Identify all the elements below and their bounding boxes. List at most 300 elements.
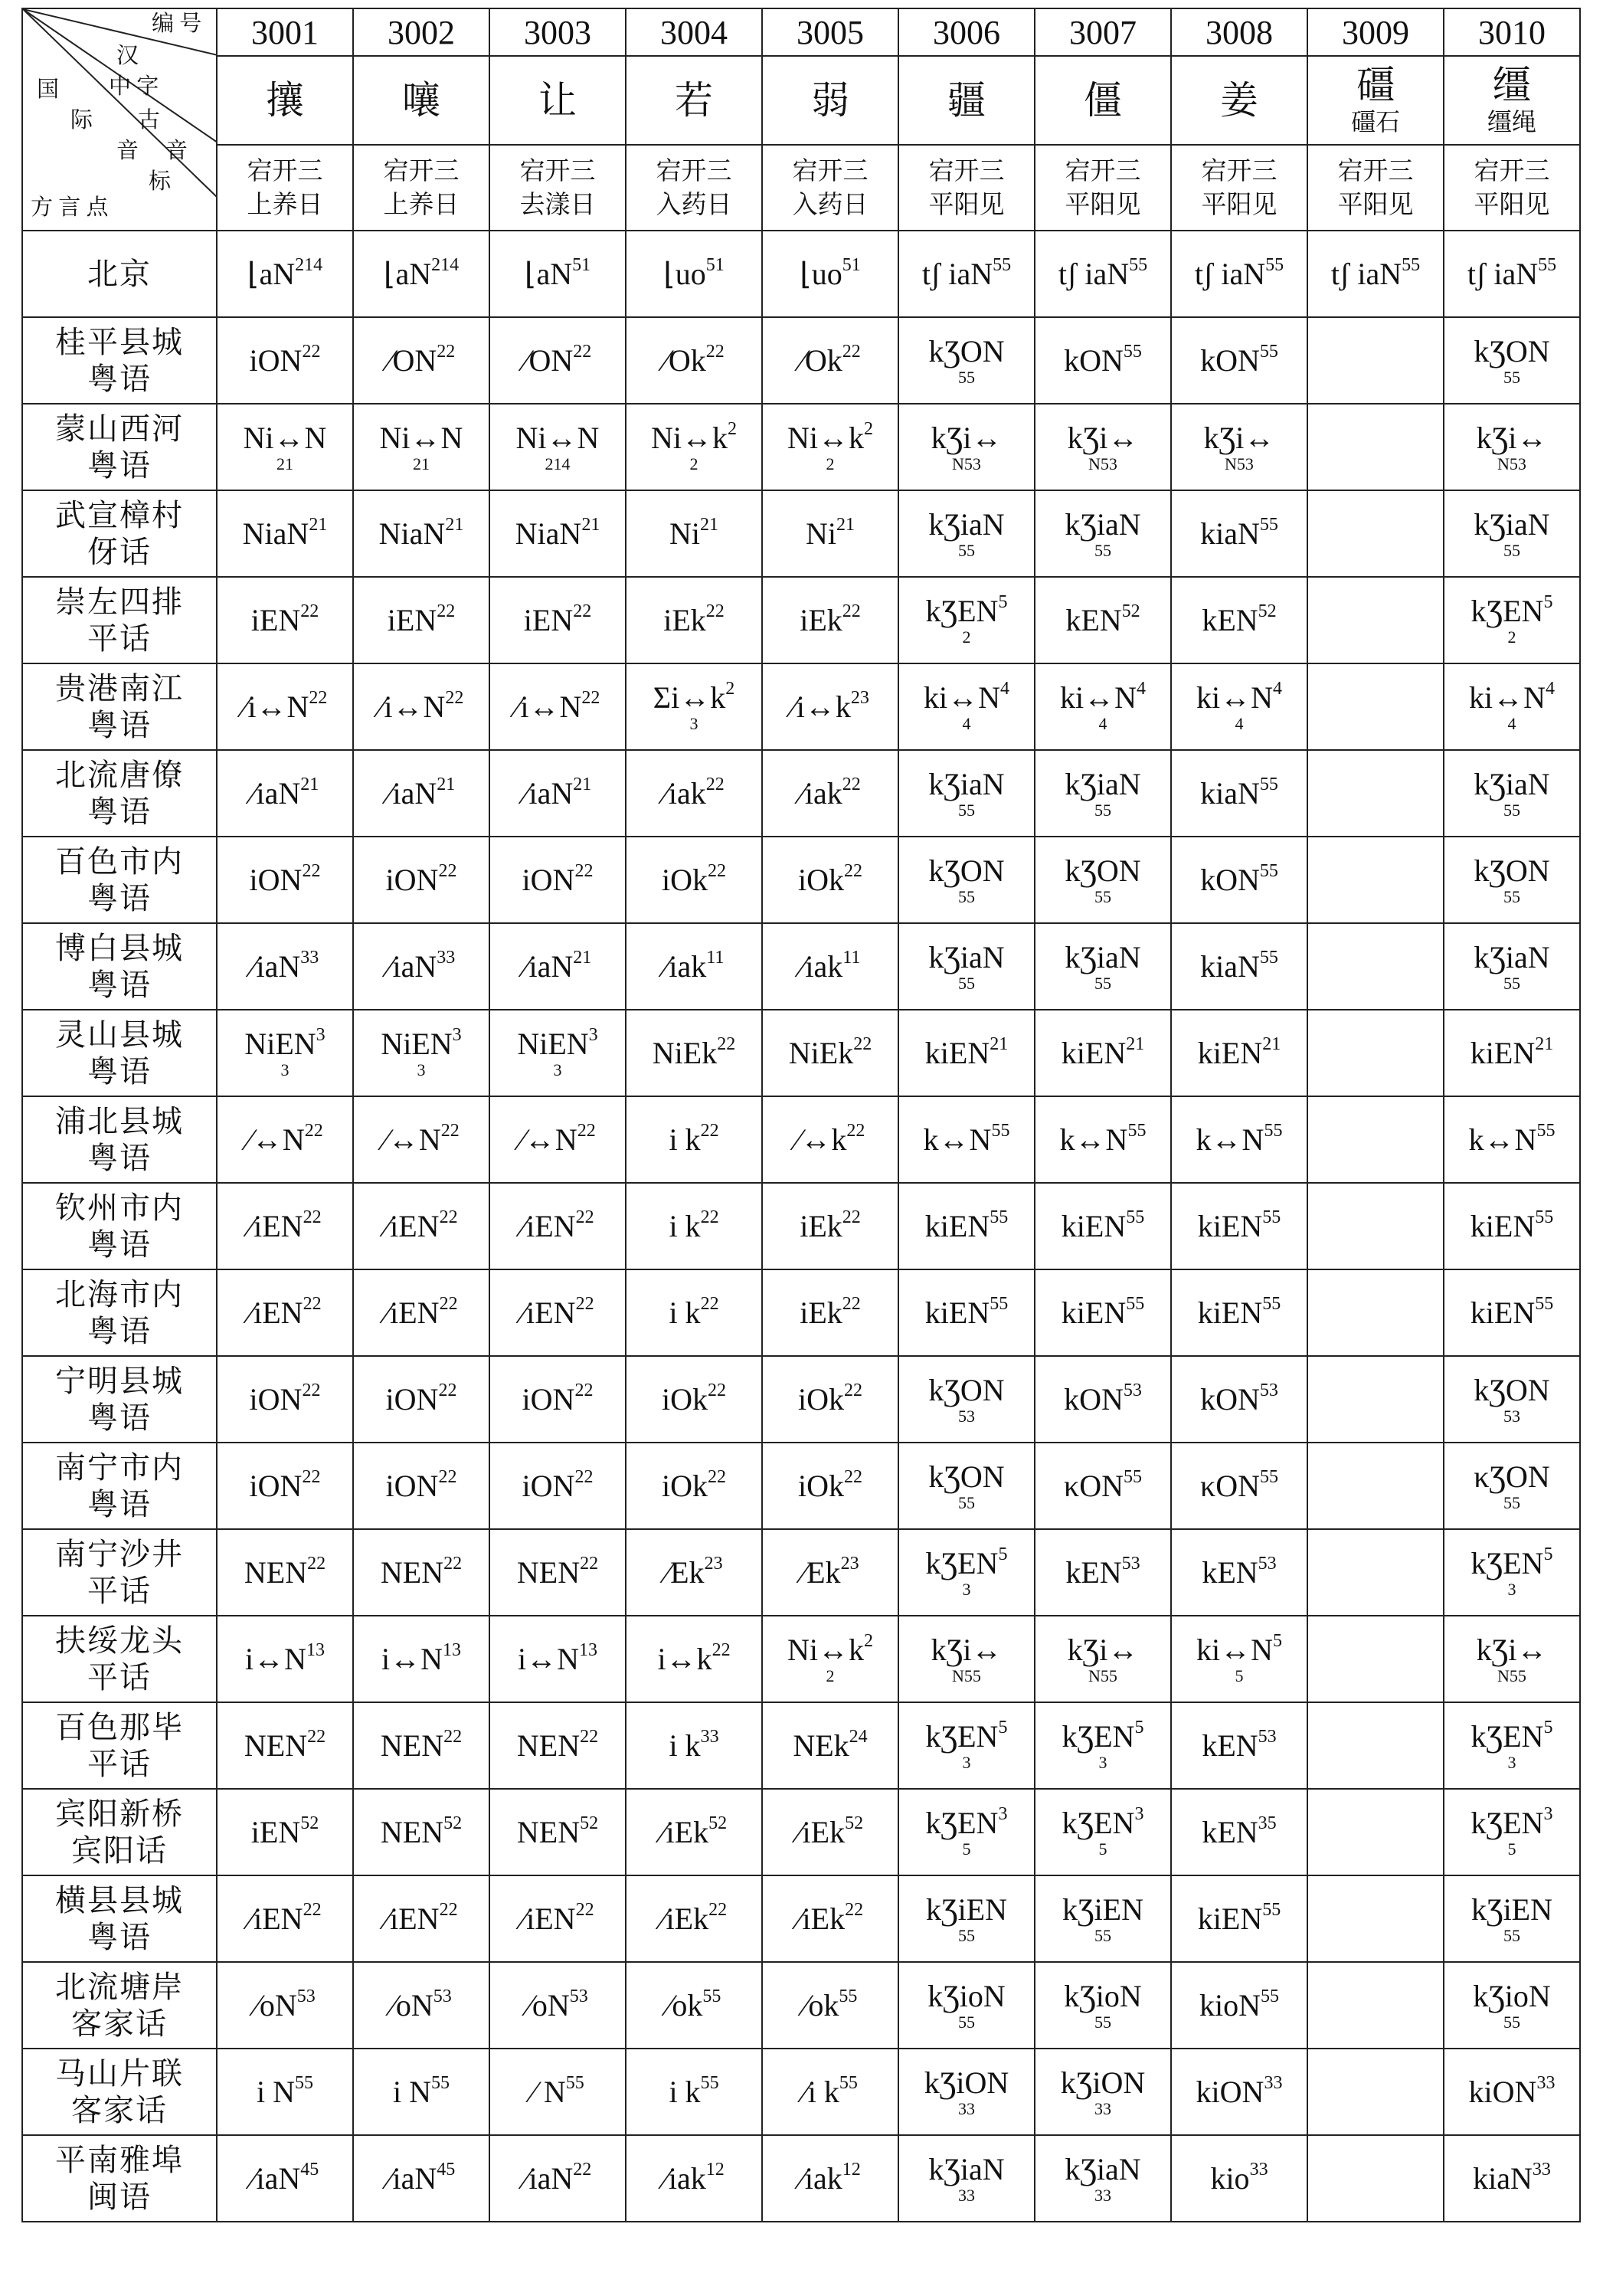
dialect-place-name: 宾阳新桥: [55, 1796, 184, 1832]
tone-superscript: 53: [1121, 1553, 1140, 1574]
ipa-base: ⁄Ok: [800, 342, 842, 378]
ipa-base: ⁄i↔N: [378, 689, 446, 724]
ipa-transcription: [1202, 601, 1277, 637]
ipa-base: ⁄iEk: [660, 1901, 709, 1936]
pronunciation-cell: [1171, 663, 1307, 750]
column-character: 疆: [947, 78, 986, 123]
ipa-base: kiaN: [1200, 516, 1260, 551]
ipa-base: iON: [385, 862, 439, 897]
ipa-transcription: [249, 341, 321, 378]
ipa-base: kƷiEN: [1062, 1891, 1143, 1927]
tone-wrap-line: 55: [1094, 973, 1111, 993]
pronunciation-cell: [1035, 404, 1171, 490]
pronunciation-cell: [626, 1702, 762, 1789]
ipa-base: Ni↔N: [243, 420, 327, 455]
ipa-transcription: [1062, 1893, 1143, 1927]
pronunciation-cell: [217, 1096, 353, 1183]
ipa-base: ⌊aN: [383, 256, 432, 291]
ipa-transcription: [250, 774, 319, 811]
corner-label-ji: 际: [70, 108, 93, 133]
tone-superscript: 22: [300, 601, 319, 621]
ipa-base: ⁄iaN: [250, 775, 301, 811]
ipa-transcription: [653, 678, 735, 715]
tone-wrap-line: 5: [1507, 1839, 1516, 1859]
dialect-row: [22, 490, 1580, 577]
pronunciation-cell: [353, 663, 489, 750]
tone-wrap-line: 2: [689, 454, 698, 473]
pronunciation-cell: [898, 1443, 1035, 1529]
ipa-transcription: [254, 1986, 316, 2023]
ipa-base: NiEN: [244, 1026, 316, 1061]
header-row-middle-chinese: [22, 145, 1580, 231]
tone-wrap-line: 21: [413, 454, 430, 473]
pronunciation-cell: [353, 1010, 489, 1096]
ipa-base: kEN: [1202, 1814, 1258, 1849]
ipa-transcription: [665, 1553, 723, 1590]
ipa-base: ⁄iak: [800, 775, 842, 811]
pronunciation-cell: [353, 1875, 489, 1962]
ipa-base: ⁄ok: [666, 1987, 703, 2023]
tone-superscript: 5: [998, 591, 1008, 612]
ipa-base: NEN: [380, 1554, 444, 1590]
pronunciation-cell: [1307, 663, 1444, 750]
ipa-transcription: [531, 2072, 584, 2109]
pronunciation-cell: [353, 1269, 489, 1356]
pronunciation-cell: [626, 1269, 762, 1356]
ipa-transcription: [387, 947, 456, 984]
ipa-base: NiEN: [381, 1026, 453, 1061]
ipa-transcription: [925, 1544, 1008, 1580]
pronunciation-cell: [1307, 1443, 1444, 1529]
tone-superscript: 22: [844, 1380, 862, 1400]
column-character: 让: [538, 78, 577, 123]
ipa-base: iON: [249, 1468, 303, 1503]
pronunciation-cell: [1171, 231, 1307, 317]
ipa-transcription: [1059, 1120, 1147, 1157]
pronunciation-cell: [1171, 2135, 1307, 2222]
ipa-transcription: [663, 601, 725, 637]
pronunciation-cell: [626, 1443, 762, 1529]
ipa-transcription: [1202, 1813, 1277, 1849]
tone-wrap-line: 55: [958, 367, 975, 387]
ipa-base: iON: [522, 1468, 575, 1503]
ipa-base: ⁄oN: [527, 1987, 570, 2023]
tone-superscript: 22: [307, 1553, 326, 1574]
tone-superscript: 33: [1264, 2072, 1283, 2093]
pronunciation-cell: [217, 1702, 353, 1789]
ipa-transcription: [384, 1207, 458, 1243]
ipa-base: kiEN: [1470, 1208, 1536, 1243]
tone-wrap-line: 2: [1507, 627, 1516, 647]
dialect-row: [22, 231, 1580, 317]
ipa-transcription: [666, 1986, 721, 2023]
pronunciation-cell: [489, 1443, 626, 1529]
ipa-base: kON: [1064, 1381, 1124, 1417]
pronunciation-cell: [1307, 1183, 1444, 1269]
ipa-transcription: [519, 1120, 596, 1157]
pronunciation-cell: [898, 1010, 1035, 1096]
ipa-transcription: [806, 514, 855, 551]
tone-superscript: 22: [708, 860, 726, 881]
tone-superscript: 22: [845, 1899, 864, 1920]
tone-wrap-line: 21: [276, 454, 293, 473]
tone-superscript: 22: [708, 1380, 726, 1400]
ipa-transcription: [1471, 591, 1553, 628]
ipa-base: kƷi↔: [1067, 1632, 1139, 1667]
ipa-transcription: [1065, 601, 1140, 637]
ipa-base: κƷON: [1474, 1459, 1550, 1494]
pronunciation-cell: [217, 1356, 353, 1443]
ipa-transcription: [515, 514, 600, 551]
tone-superscript: 13: [443, 1639, 461, 1660]
column-number: 3005: [762, 8, 898, 56]
tone-wrap-line: 53: [958, 1406, 975, 1426]
middle-chinese-category: 宕开三: [1474, 156, 1550, 185]
pronunciation-cell: [217, 1183, 353, 1269]
tone-superscript: 53: [1123, 1380, 1142, 1400]
ipa-transcription: [247, 1120, 323, 1157]
ipa-transcription: [1474, 854, 1549, 888]
column-number: 3001: [217, 8, 353, 56]
ipa-base: kƷON: [928, 853, 1005, 888]
pronunciation-cell: [489, 750, 626, 837]
ipa-base: tʃ iaN: [1330, 256, 1402, 291]
ipa-transcription: [800, 774, 861, 811]
pronunciation-cell: [626, 490, 762, 577]
ipa-base: Ni: [806, 516, 836, 551]
column-character-cell: [1444, 56, 1580, 145]
ipa-transcription: [391, 1986, 452, 2023]
tone-wrap-line: 53: [1503, 1406, 1520, 1426]
ipa-transcription: [803, 2072, 858, 2109]
dialect-place-name: 扶绥龙头: [55, 1623, 184, 1659]
ipa-transcription: [384, 1293, 458, 1330]
ipa-base: ⁄i↔N: [242, 689, 309, 724]
tone-superscript: 22: [438, 1466, 457, 1487]
ipa-base: ⁄iaN: [250, 948, 301, 984]
pronunciation-cell: [1444, 1096, 1580, 1183]
ipa-transcription: [1474, 1374, 1549, 1407]
ipa-transcription: [1474, 1460, 1550, 1494]
tone-superscript: 55: [1123, 341, 1142, 362]
ipa-transcription: [1064, 341, 1142, 378]
ipa-base: ⁄iak: [663, 775, 706, 811]
pronunciation-cell: [1171, 317, 1307, 404]
tone-wrap-line: 55: [1503, 367, 1520, 387]
pronunciation-cell: [217, 663, 353, 750]
ipa-base: kƷiON: [1060, 2065, 1146, 2100]
dialect-place-cell: [22, 1183, 217, 1269]
ipa-transcription: [1064, 1466, 1142, 1503]
ipa-transcription: [669, 1120, 719, 1157]
tone-superscript: 22: [303, 1293, 322, 1314]
tone-superscript: 55: [990, 1293, 1009, 1314]
ipa-transcription: [1199, 1986, 1279, 2023]
dialect-variety-name: 粤语: [87, 880, 152, 916]
pronunciation-cell: [626, 1616, 762, 1702]
ipa-base: Ni: [669, 516, 700, 551]
ipa-base: kiEN: [1197, 1208, 1263, 1243]
dialect-variety-name: 宾阳话: [71, 1833, 168, 1869]
ipa-transcription: [523, 341, 592, 378]
pronunciation-cell: [217, 837, 353, 923]
pronunciation-cell: [353, 1183, 489, 1269]
ipa-base: kiaN: [1200, 775, 1260, 811]
pronunciation-cell: [1307, 1962, 1444, 2049]
tone-superscript: 22: [581, 687, 600, 708]
pronunciation-cell: [1035, 2135, 1171, 2222]
tone-superscript: 23: [840, 1553, 859, 1574]
tone-superscript: 2: [725, 678, 735, 699]
ipa-base: ⌊uo: [800, 256, 842, 291]
pronunciation-cell: [1307, 1789, 1444, 1875]
column-number: 3002: [353, 8, 489, 56]
tone-superscript: 22: [302, 341, 321, 362]
ipa-base: k↔N: [1196, 1122, 1264, 1157]
dialect-place-name: 百色市内: [55, 843, 184, 879]
ipa-transcription: [925, 1803, 1008, 1840]
dialect-place-cell: [22, 750, 217, 837]
tone-wrap-line: 4: [1507, 713, 1516, 733]
tone-superscript: 55: [1259, 514, 1278, 535]
tone-superscript: 35: [1258, 1813, 1277, 1833]
ipa-base: kƷiaN: [1065, 2151, 1141, 2186]
ipa-transcription: [925, 591, 1008, 628]
ipa-transcription: [249, 860, 321, 897]
ipa-base: Ni↔N: [379, 420, 463, 455]
column-number: 3004: [626, 8, 762, 56]
ipa-base: i k: [669, 1728, 701, 1763]
pronunciation-cell: [898, 1096, 1035, 1183]
ipa-transcription: [1197, 1033, 1281, 1070]
ipa-transcription: [1471, 1893, 1552, 1927]
ipa-base: ⁄ON: [387, 342, 437, 378]
tone-superscript: 3: [452, 1024, 462, 1045]
pronunciation-cell: [626, 1789, 762, 1875]
ipa-transcription: [1062, 1717, 1144, 1754]
column-number: 3003: [489, 8, 626, 56]
pronunciation-cell: [626, 2049, 762, 2135]
dialect-place-cell: [22, 317, 217, 404]
pronunciation-cell: [217, 1269, 353, 1356]
tone-superscript: 12: [705, 2159, 725, 2180]
ipa-transcription: [1468, 1120, 1556, 1157]
pronunciation-cell: [1444, 490, 1580, 577]
tone-superscript: 22: [302, 860, 321, 881]
tone-superscript: 21: [573, 947, 592, 968]
ipa-transcription: [380, 1553, 463, 1590]
pronunciation-cell: [762, 1875, 898, 1962]
ipa-base: kƷON: [1474, 333, 1550, 368]
tone-superscript: 22: [302, 1466, 321, 1487]
ipa-base: kƷiaN: [928, 506, 1005, 542]
ipa-transcription: [516, 1813, 599, 1849]
ipa-base: ⁄ N: [531, 2074, 566, 2109]
pronunciation-cell: [217, 577, 353, 663]
ipa-base: kEN: [1065, 602, 1122, 637]
tone-superscript: 52: [708, 1813, 728, 1833]
pronunciation-cell: [1307, 1269, 1444, 1356]
ipa-transcription: [1202, 1553, 1277, 1590]
ipa-transcription: [1061, 1293, 1145, 1330]
tone-wrap-line: N55: [1088, 1666, 1117, 1685]
ipa-transcription: [1061, 2066, 1145, 2100]
pronunciation-cell: [1307, 2049, 1444, 2135]
ipa-transcription: [247, 254, 323, 291]
ipa-transcription: [242, 687, 328, 724]
tone-superscript: 22: [705, 341, 725, 362]
ipa-transcription: [1200, 1380, 1278, 1417]
tone-wrap-line: 33: [1094, 2098, 1111, 2118]
ipa-transcription: [248, 1293, 322, 1330]
pronunciation-cell: [1307, 577, 1444, 663]
pronunciation-cell: [489, 1010, 626, 1096]
tone-wrap-line: 33: [958, 2185, 975, 2205]
tone-superscript: 11: [706, 947, 725, 968]
tone-wrap-line: 4: [962, 713, 971, 733]
header-corner-cell: [22, 8, 217, 231]
dialect-row: [22, 1616, 1580, 1702]
ipa-transcription: [669, 1726, 719, 1763]
ipa-base: iOk: [798, 862, 844, 897]
ipa-transcription: [669, 1207, 719, 1243]
dialect-row: [22, 1183, 1580, 1269]
pronunciation-cell: [1171, 1875, 1307, 1962]
dialect-place-cell: [22, 1269, 217, 1356]
ipa-base: ⁄iEk: [797, 1901, 846, 1936]
tone-superscript: 55: [1259, 947, 1278, 968]
pronunciation-cell: [1444, 663, 1580, 750]
ipa-base: kiON: [1468, 2074, 1537, 2109]
dialect-place-name: 贵港南江: [55, 670, 184, 706]
pronunciation-cell: [626, 1096, 762, 1183]
tone-superscript: 22: [717, 1033, 736, 1054]
tone-superscript: 21: [836, 514, 855, 535]
tone-superscript: 22: [577, 1120, 596, 1141]
pronunciation-cell: [898, 750, 1035, 837]
tone-wrap-line: 55: [1503, 800, 1520, 820]
tone-wrap-line: 214: [545, 454, 571, 473]
ipa-transcription: [387, 341, 456, 378]
dialect-place-cell: [22, 404, 217, 490]
ipa-transcription: [387, 774, 456, 811]
ipa-transcription: [928, 768, 1004, 801]
ipa-transcription: [924, 1293, 1009, 1330]
pronunciation-cell: [353, 1789, 489, 1875]
tone-superscript: 51: [842, 254, 861, 275]
ipa-transcription: [926, 1893, 1007, 1927]
dialect-row: [22, 1962, 1580, 2049]
ipa-base: kON: [1200, 342, 1260, 378]
ipa-transcription: [921, 254, 1012, 291]
pronunciation-cell: [1171, 1789, 1307, 1875]
tone-wrap-line: 3: [1507, 1752, 1516, 1772]
tone-superscript: 21: [300, 774, 319, 794]
pronunciation-cell: [489, 404, 626, 490]
tone-superscript: 22: [573, 341, 592, 362]
pronunciation-cell: [1035, 231, 1171, 317]
ipa-transcription: [925, 1717, 1008, 1754]
pronunciation-cell: [489, 1962, 626, 2049]
ipa-transcription: [1473, 1980, 1551, 2013]
ipa-transcription: [257, 2072, 313, 2109]
ipa-transcription: [523, 947, 592, 984]
pronunciation-cell: [217, 1789, 353, 1875]
column-middle-chinese-cell: [898, 145, 1035, 231]
tone-superscript: 22: [439, 1293, 458, 1314]
dialect-row: [22, 2049, 1580, 2135]
tone-wrap-line: 55: [1503, 973, 1520, 993]
tone-wrap-line: 3: [962, 1752, 971, 1772]
tone-wrap-line: 55: [1094, 540, 1111, 560]
pronunciation-cell: [898, 231, 1035, 317]
ipa-transcription: [1200, 341, 1278, 378]
ipa-base: i k: [669, 1122, 701, 1157]
ipa-base: i k: [669, 1295, 701, 1330]
pronunciation-cell: [762, 231, 898, 317]
pronunciation-cell: [217, 923, 353, 1010]
ipa-transcription: [522, 1466, 594, 1503]
tone-wrap-line: N55: [1497, 1666, 1526, 1685]
pronunciation-cell: [1035, 663, 1171, 750]
tone-superscript: 33: [1532, 2159, 1551, 2180]
tone-superscript: 55: [990, 1207, 1009, 1227]
pronunciation-cell: [353, 317, 489, 404]
ipa-base: ⁄iaN: [523, 775, 574, 811]
tone-superscript: 22: [700, 1207, 719, 1227]
ipa-transcription: [1467, 254, 1557, 291]
tone-superscript: 33: [1536, 2072, 1556, 2093]
tone-superscript: 55: [1262, 1293, 1281, 1314]
pronunciation-cell: [353, 1096, 489, 1183]
ipa-transcription: [1060, 678, 1146, 715]
header-row-characters: [22, 56, 1580, 145]
ipa-transcription: [669, 514, 718, 551]
ipa-base: kEN: [1202, 602, 1258, 637]
dialect-row: [22, 317, 1580, 404]
pronunciation-cell: [1307, 490, 1444, 577]
ipa-transcription: [383, 254, 460, 291]
dialect-place-name: 博白县城: [55, 930, 184, 966]
tone-superscript: 21: [700, 514, 718, 535]
tone-superscript: 4: [1273, 678, 1282, 699]
tone-superscript: 53: [569, 1986, 588, 2006]
tone-superscript: 24: [849, 1726, 868, 1747]
tone-superscript: 22: [853, 1033, 872, 1054]
pronunciation-cell: [626, 663, 762, 750]
ipa-transcription: [803, 1986, 858, 2023]
pronunciation-cell: [1307, 404, 1444, 490]
pronunciation-cell: [1171, 577, 1307, 663]
pronunciation-cell: [1444, 1356, 1580, 1443]
ipa-base: i k: [669, 2074, 701, 2109]
column-character-cell: [898, 56, 1035, 145]
ipa-transcription: [250, 601, 319, 637]
corner-label-gu: 古: [138, 108, 161, 133]
pronunciation-cell: [1444, 1962, 1580, 2049]
column-character: 僵: [1084, 78, 1122, 123]
pronunciation-cell: [489, 490, 626, 577]
ipa-transcription: [380, 421, 463, 455]
pronunciation-cell: [1171, 1529, 1307, 1616]
ipa-transcription: [662, 1380, 726, 1417]
pronunciation-cell: [1444, 1875, 1580, 1962]
tone-superscript: 33: [1249, 2159, 1268, 2180]
dialect-variety-name: 平话: [87, 621, 152, 657]
pronunciation-cell: [762, 750, 898, 837]
ipa-transcription: [798, 860, 862, 897]
tone-superscript: 22: [573, 2159, 592, 2180]
